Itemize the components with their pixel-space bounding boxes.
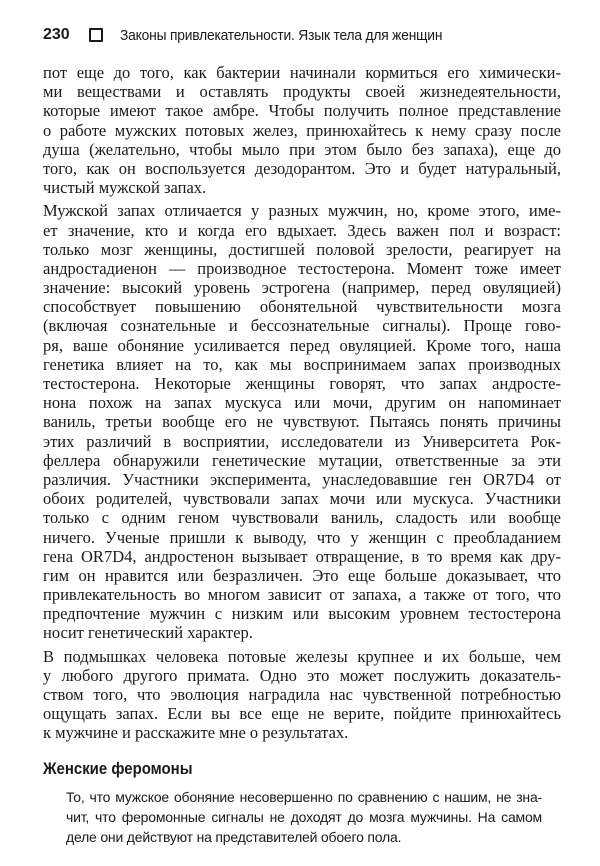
running-title: Законы привлекательности. Язык тела для женщин xyxy=(120,26,443,44)
paragraph xyxy=(43,201,561,642)
text-line: у любого другого примата. Одно это может послужить доказатель- xyxy=(43,665,561,685)
text-line: андростадиенон — производное тестостерона. Момент тоже имеет xyxy=(43,258,561,278)
body-text xyxy=(43,63,561,747)
text-line: (включая сознательные и бессознательные сигналы). Проще гово- xyxy=(43,316,561,336)
paragraph xyxy=(43,63,561,197)
sidebar-line: деле они действуют на представителей обоего пола. xyxy=(66,829,402,845)
section-heading: Женские феромоны xyxy=(43,759,193,778)
text-line: пот еще до того, как бактерии начинали кормиться его химически- xyxy=(43,63,561,82)
text-line: генетика влияет на то, как мы воспринимаем запах производных xyxy=(43,354,561,374)
running-header xyxy=(43,26,470,44)
text-line: тестостерона. Некоторые женщины говорят, что запах андросте- xyxy=(43,374,561,393)
text-line: душа (желательно, чтобы мыло при этом было без запаха), еще до xyxy=(43,139,561,159)
text-line: предпочтение мужчин с низким или высоким уровнем тестостерона xyxy=(43,604,561,624)
text-line: ваниль, третьи вообще его не чувствуют. Пытаясь понять причины xyxy=(43,412,561,432)
text-line: ничего. Ученые пришли к выводу, что у женщин с преобладанием xyxy=(43,527,561,547)
text-line: феллера обнаружили генетические мутации, ответственные за эти xyxy=(43,450,561,470)
text-line: В подмышках человека потовые железы крупнее и их больше, чем xyxy=(43,646,561,666)
text-line: ощущать запах. Если вы все еще не верите, пойдите принюхайтесь xyxy=(43,704,561,724)
text-line: привлекательность во многом зависит от запаха, а также от того, что xyxy=(43,585,561,605)
text-line: о работе мужских потовых желез, принюхайтесь к нему сразу после xyxy=(43,120,561,140)
sidebar-note xyxy=(66,787,542,847)
text-line: ет значение, кто и когда его вдыхает. Здесь важен пол и возраст: xyxy=(43,220,561,240)
text-line: Мужской запах отличается у разных мужчин, но, кроме этого, име- xyxy=(43,201,561,221)
text-line: носит генетический характер. xyxy=(43,623,253,643)
text-line: значение: высокий уровень эстрогена (например, перед овуляцией) xyxy=(43,278,561,298)
text-line: способствует повышению обонятельной чувствительности мозга xyxy=(43,297,561,317)
text-line: только мозг женщины, достигшей половой зрелости, реагирует на xyxy=(43,239,561,259)
text-line: нона похож на запах мускуса или мочи, другим он напоминает xyxy=(43,393,561,413)
page-number: 230 xyxy=(43,26,70,43)
text-line: гена OR7D4, андростенон вызывает отвращение, в то время как дру- xyxy=(43,546,561,566)
sidebar-line: чит, что феромонные сигналы не доходят до мозга мужчины. На самом xyxy=(66,809,542,825)
text-line: различия. Участники эксперимента, унаследовавшие ген OR7D4 от xyxy=(43,469,561,489)
paragraph xyxy=(43,647,561,743)
text-line: которые имеют такое амбре. Чтобы получить полное представление xyxy=(43,101,561,121)
text-line: чистый мужской запах. xyxy=(43,178,207,198)
text-line: обоих родителей, чувствовали запах мочи или мускуса. Участники xyxy=(43,489,561,509)
text-line: этих различий в восприятии, исследователи из Университета Рок- xyxy=(43,431,561,451)
text-line: только с одним геном чувствовали ваниль, сладость или вообще xyxy=(43,508,561,528)
text-line: к мужчине и расскажите мне о результатах. xyxy=(43,723,349,743)
text-line: того, как он воспользуется дезодорантом. Это и будет натуральный, xyxy=(43,158,561,178)
text-line: ми веществами и оставлять продукты своей жизнедеятельности, xyxy=(43,82,561,102)
square-bullet-icon xyxy=(89,28,103,42)
text-line: гим он нравится или безразличен. Это еще больше доказывает, что xyxy=(43,565,561,585)
text-line: ря, ваше обоняние усиливается перед овуляцией. Кроме того, наша xyxy=(43,335,561,355)
text-line: ством того, что эволюция наградила нас чувственной потребностью xyxy=(43,685,561,704)
sidebar-line: То, что мужское обоняние несовершенно по сравнению с нашим, не зна- xyxy=(66,789,542,805)
